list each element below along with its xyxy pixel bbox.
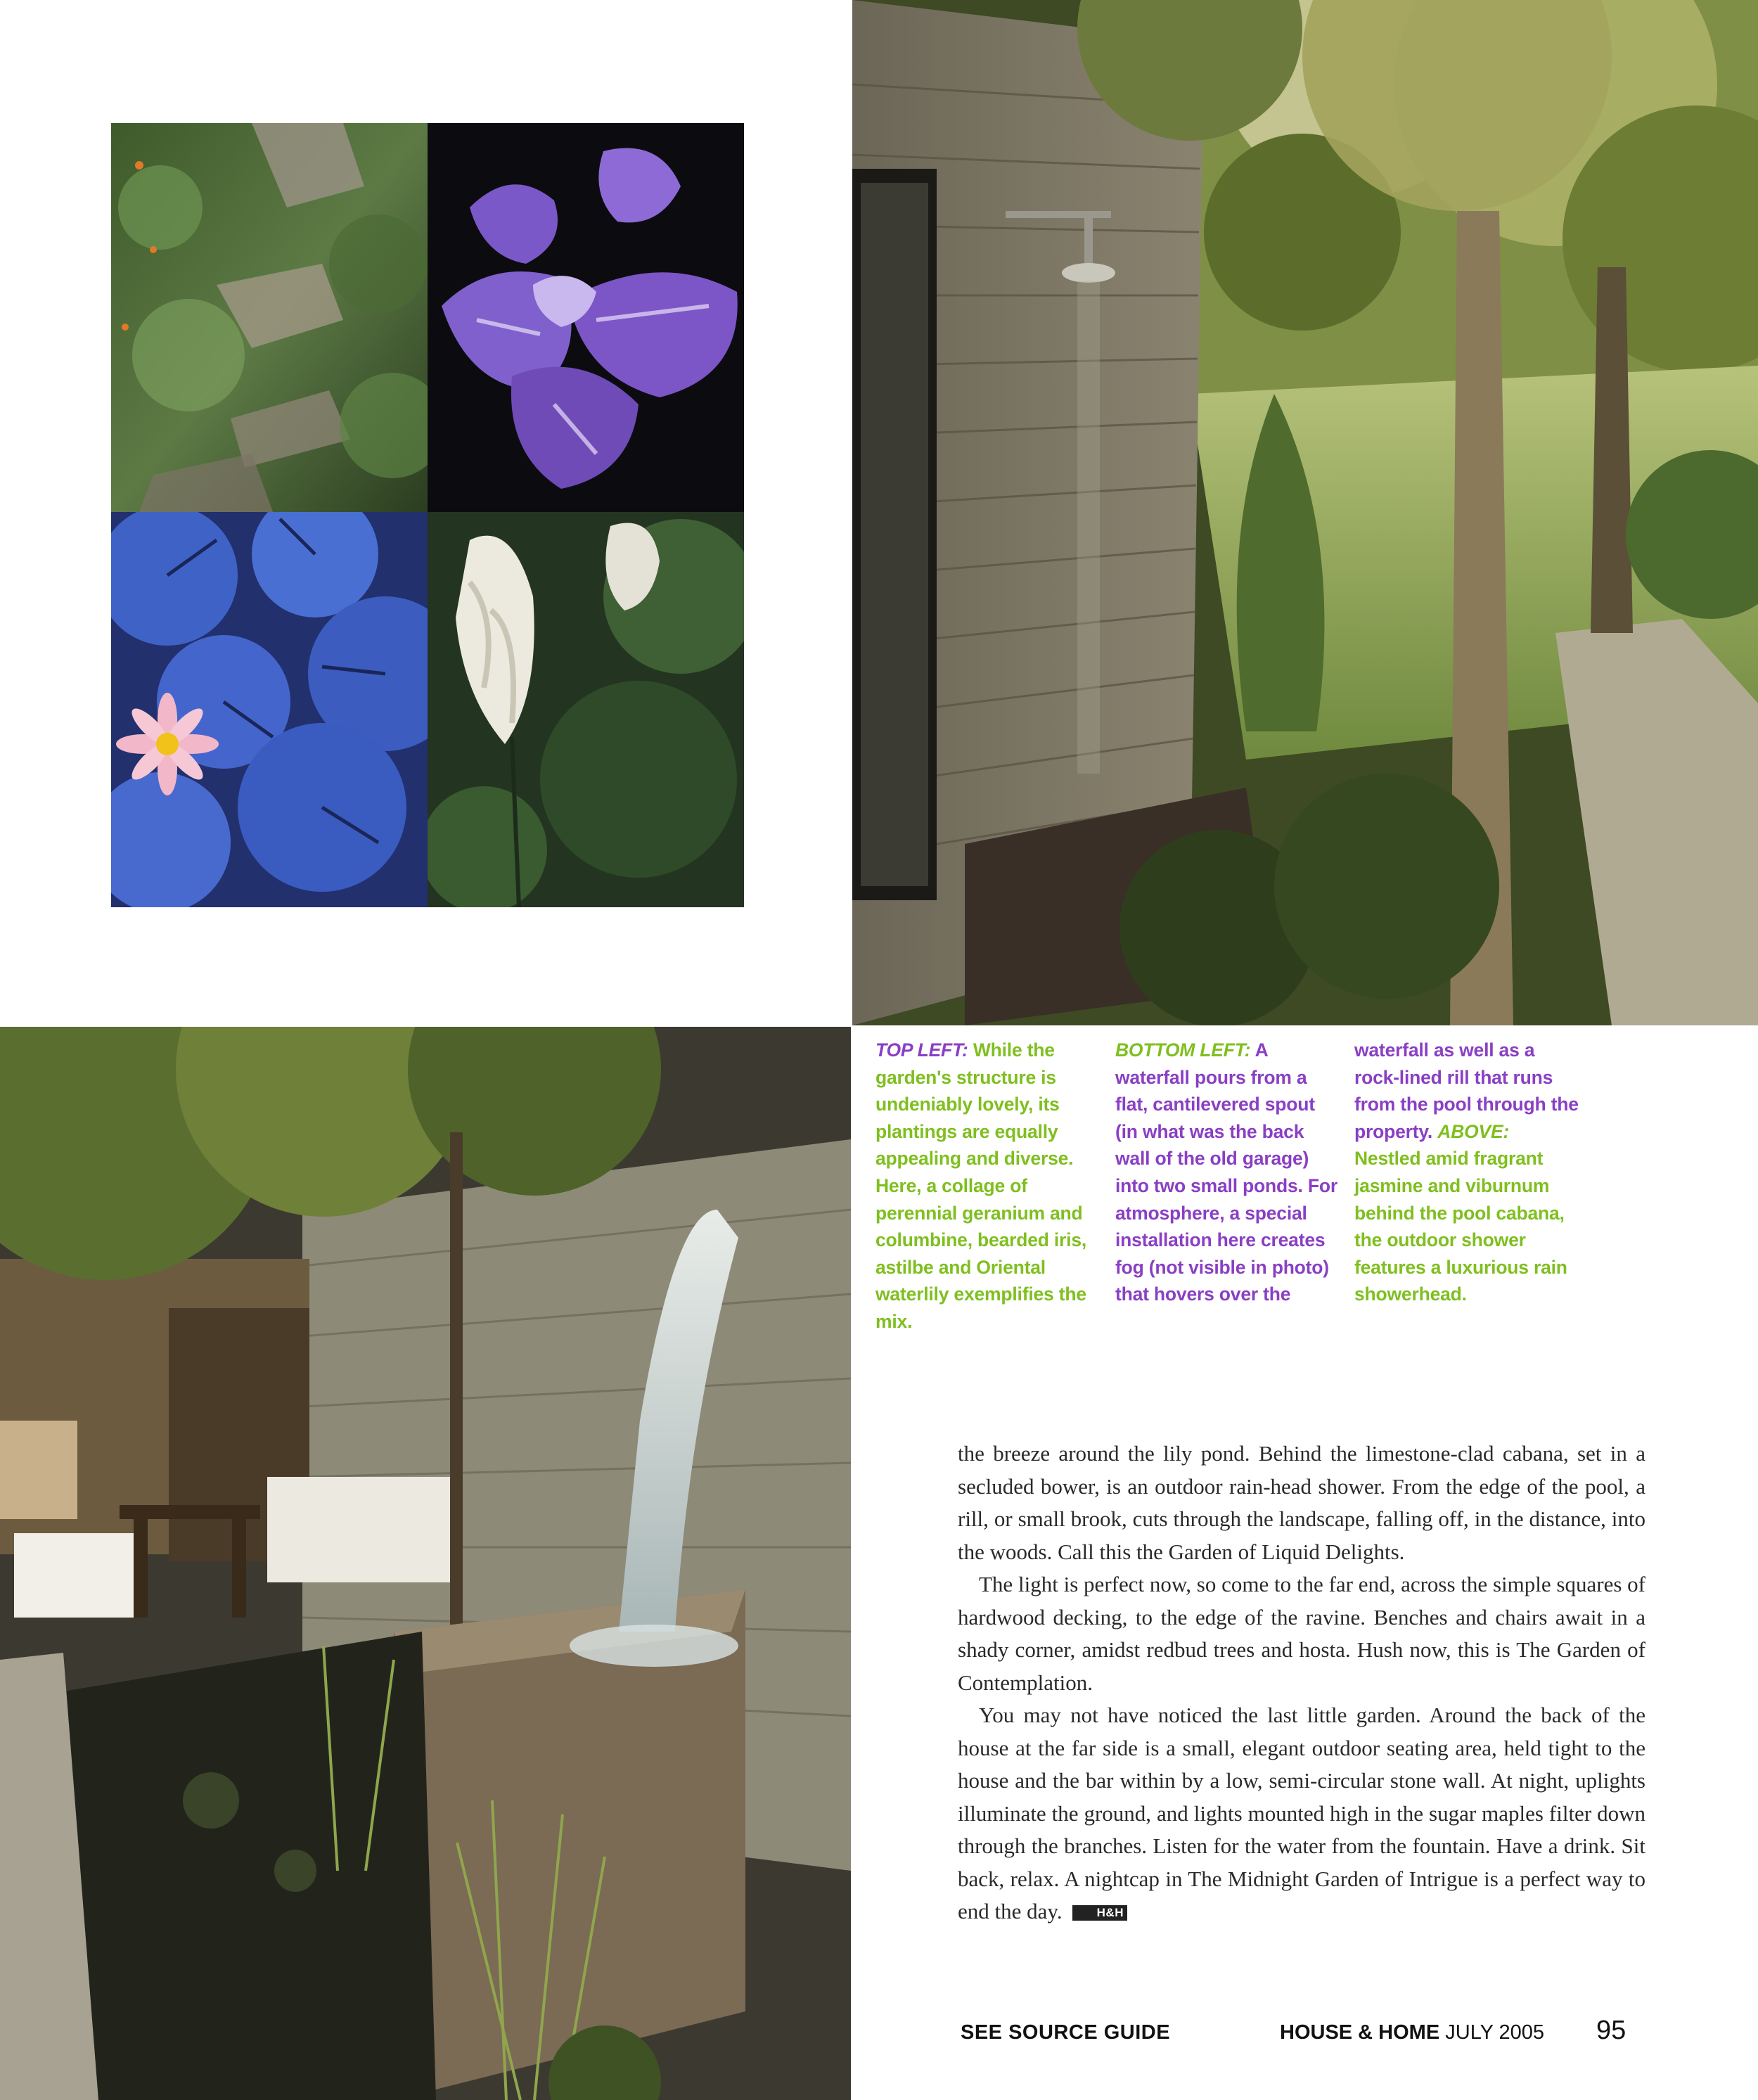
issue-date: JULY 2005 <box>1445 2021 1545 2044</box>
article-body <box>958 1438 1645 1928</box>
caption-column-1 <box>875 1037 1101 1336</box>
magazine-issue-line <box>1280 2021 1544 2044</box>
page-number: 95 <box>1596 2016 1627 2045</box>
photo-waterfall-pond <box>0 1027 851 2100</box>
body-paragraph-1: the breeze around the lily pond. Behind the limestone-clad cabana, set in a secluded bower, is an outdoor rain-head shower. From the edge of the pool, a rill, or small brook, cuts through the landscape, falling off, in the distance, into the woods. Call this the Garden of Liquid Delights. <box>958 1441 1645 1564</box>
photo-geranium-columbine <box>111 123 428 512</box>
photo-astilbe <box>428 512 744 907</box>
body-paragraph-3-text: You may not have noticed the last little garden. Around the back of the house at the far side is a small, elegant outdoor seating area, held tight to the house and the bar within by a low, semi-circular stone wall. At night, uplights illuminate the ground, and lights mounted high in the sugar maples filter down through the branches. Listen for the water from the fountain. Have a drink. Sit back, relax. A nightcap in The Midnight Garden of Intrigue is a perfect way to end the day. <box>958 1703 1645 1923</box>
body-paragraph-3 <box>958 1699 1645 1928</box>
caption-lead-above: ABOVE: <box>1437 1120 1510 1142</box>
end-of-article-mark: H&H <box>1072 1905 1127 1921</box>
caption-lead-top-left: TOP LEFT: <box>875 1039 968 1061</box>
magazine-name: HOUSE & HOME <box>1280 2021 1440 2044</box>
caption-text-bottom-left: A waterfall pours from a flat, cantilevered spout (in what was the back wall of the old garage) into two small ponds. For atmosphere, a special installation here creates fog (not visible in photo) that hovers over the <box>1115 1039 1337 1305</box>
body-paragraph-2: The light is perfect now, so come to the far end, across the simple squares of hardwood decking, to the edge of the ravine. Benches and chairs await in a shady corner, amidst redbud trees and hosta. Hush now, this is The Garden of Contemplation. <box>958 1572 1645 1695</box>
caption-column-2 <box>1115 1037 1340 1308</box>
caption-column-3 <box>1354 1037 1579 1308</box>
caption-text-top-left: While the garden's structure is undeniably lovely, its plantings are equally appealing and diverse. Here, a collage of perennial geranium and columbine, bearded iris, astilbe and Oriental waterlily exemplifies the mix. <box>875 1039 1087 1332</box>
photo-oriental-waterlily <box>111 512 428 907</box>
photo-bearded-iris <box>428 123 744 512</box>
caption-text-continued: waterfall as well as a rock-lined rill that runs from the pool through the property. <box>1354 1039 1579 1142</box>
see-source-guide: SEE SOURCE GUIDE <box>961 2021 1171 2044</box>
photo-outdoor-shower <box>852 0 1758 1025</box>
caption-text-above: Nestled amid fragrant jasmine and viburnum behind the pool cabana, the outdoor shower features a luxurious rain showerhead. <box>1354 1148 1567 1305</box>
caption-lead-bottom-left: BOTTOM LEFT: <box>1115 1039 1251 1061</box>
